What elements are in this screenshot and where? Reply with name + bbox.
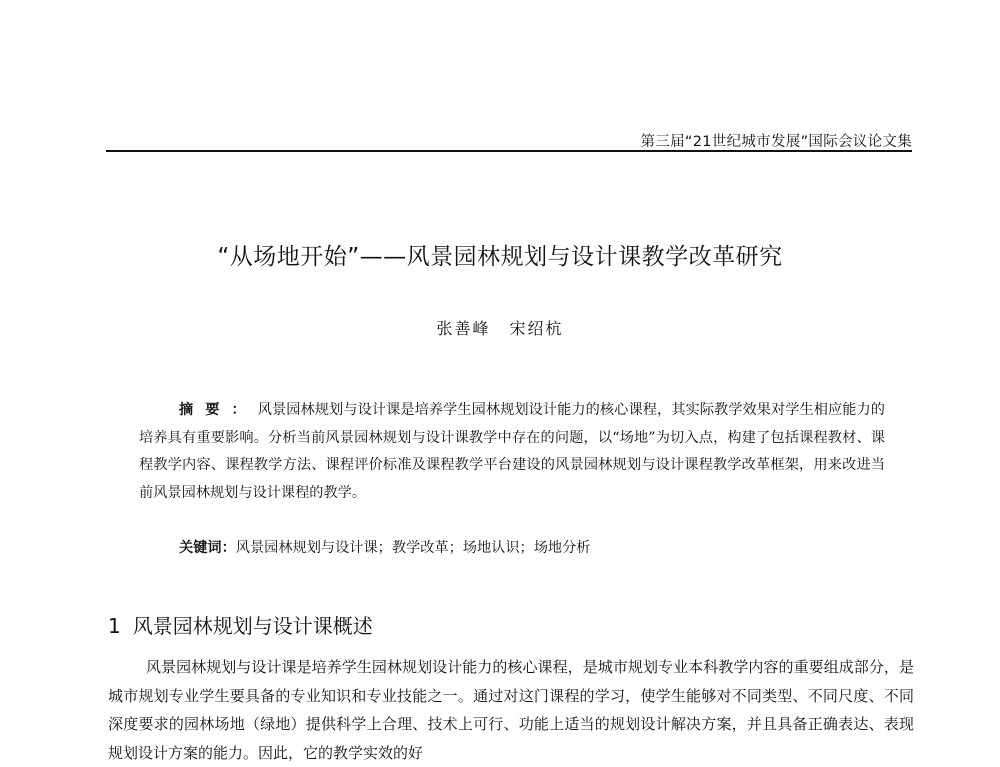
keywords-text: 风景园林规划与设计课；教学改革；场地认识；场地分析 — [235, 540, 591, 556]
abstract-label: 摘要： — [179, 402, 258, 418]
section-heading — [108, 610, 373, 639]
abstract — [139, 397, 885, 507]
section-title: 风景园林规划与设计课概述 — [132, 614, 373, 638]
running-header: 第三届“21世纪城市发展”国际会议论文集 — [640, 134, 912, 150]
keywords-label: 关键词： — [179, 540, 236, 556]
keywords — [179, 537, 590, 557]
authors: 张善峰 宋绍杭 — [436, 319, 564, 338]
abstract-text: 风景园林规划与设计课是培养学生园林规划设计能力的核心课程，其实际教学效果对学生相应能力的培养具有重要影响。分析当前风景园林规划与设计课教学中存在的问题，以“场地”为切入点，构建了包括课程教材、课程教学内容、课程教学方法、课程评价标准及课程教学平台建设的风景园林规划与设计课程教学改革框架，用来改进当前风景园林规划与设计课程的教学。 — [139, 402, 885, 501]
body-paragraph: 风景园林规划与设计课是培养学生园林规划设计能力的核心课程，是城市规划专业本科教学内容的重要组成部分，是城市规划专业学生要具备的专业知识和专业技能之一。通过对这门课程的学习，使学生能够对不同类型、不同尺度、不同深度要求的园林场地（绿地）提供科学上合理、技术上可行、功能上适当的规划设计解决方案，并且具备正确表达、表现规划设计方案的能力。因此，它的教学实效的好 — [108, 658, 914, 762]
paper-title: “从场地开始”——风景园林规划与设计课教学改革研究 — [217, 244, 783, 270]
header-rule — [106, 150, 912, 152]
section-number: 1 — [108, 614, 121, 638]
